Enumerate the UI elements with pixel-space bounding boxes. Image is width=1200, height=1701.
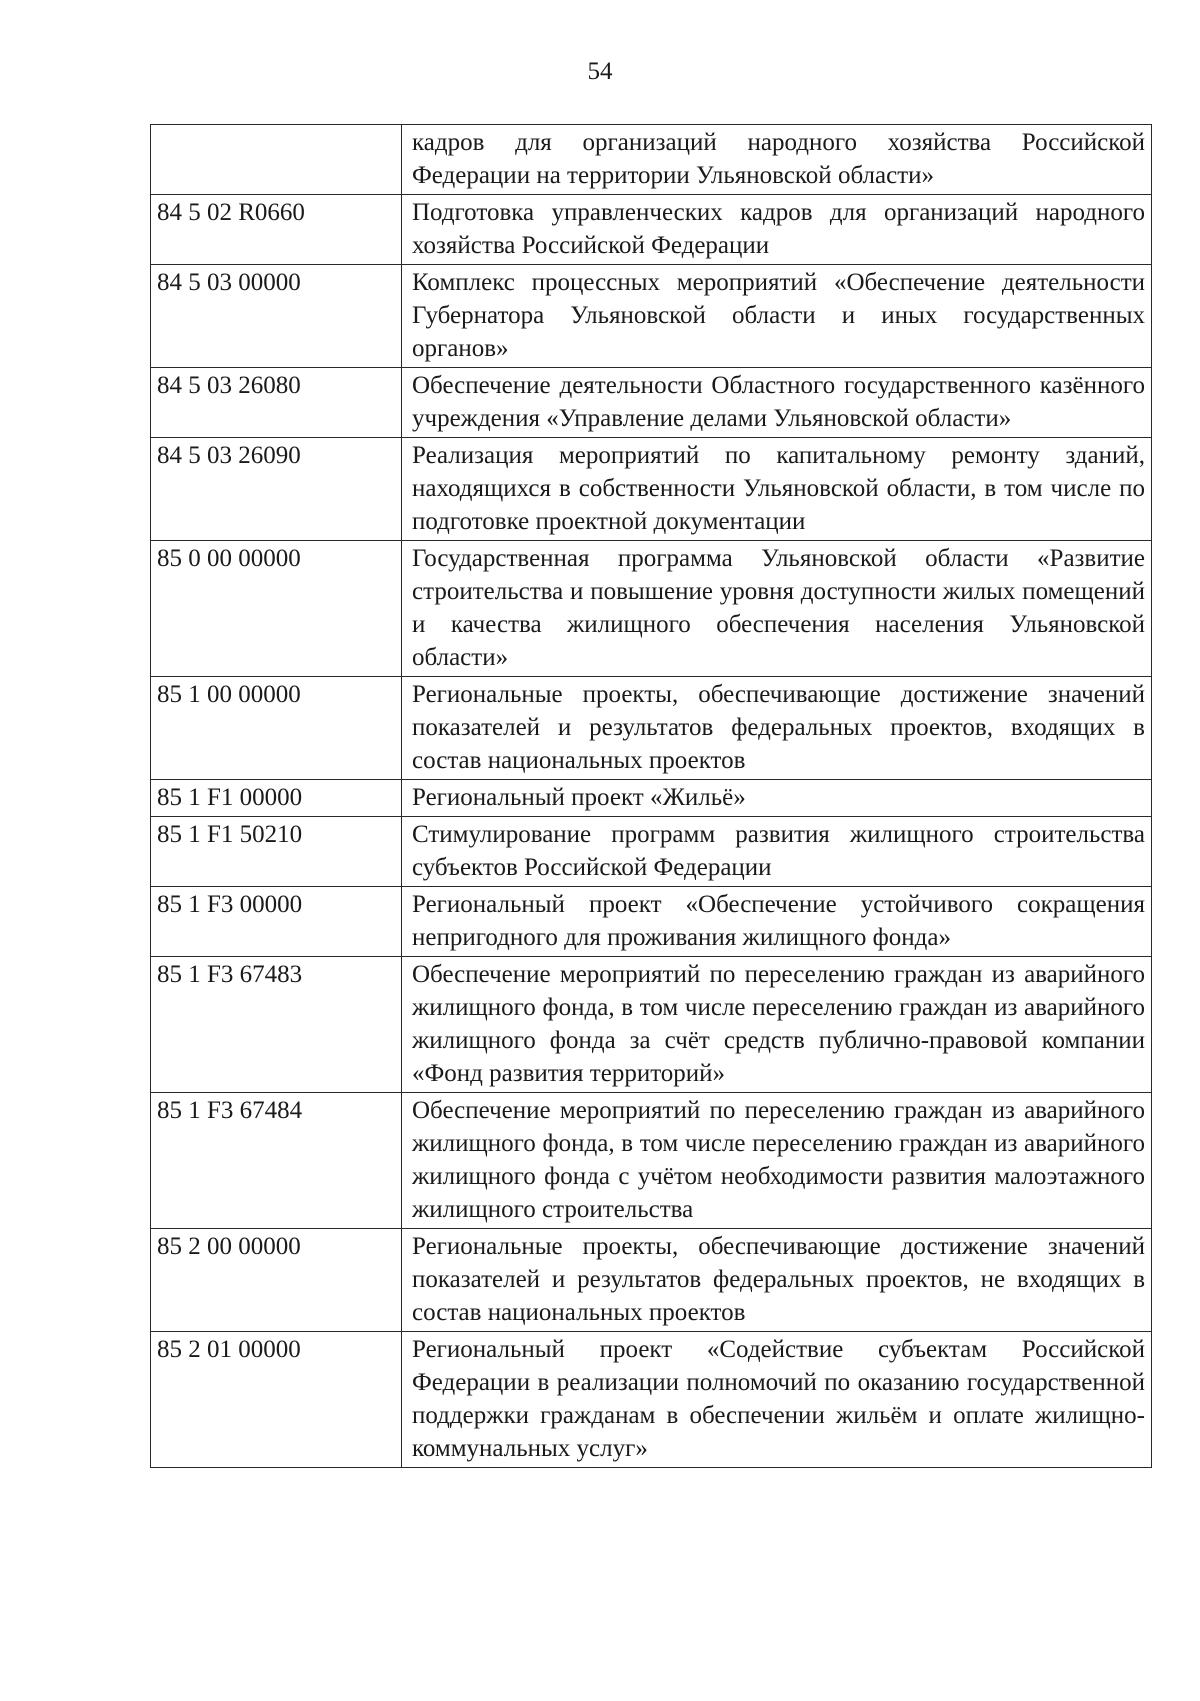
row-description: Подготовка управленческих кадров для организаций народного хозяйства Российской Федерации (402, 195, 1152, 265)
table-row (151, 265, 1152, 368)
table-row (151, 125, 1152, 195)
row-description: Обеспечение деятельности Областного государственного казённого учреждения «Управление делами Ульяновской области» (402, 368, 1152, 438)
table-row (151, 677, 1152, 780)
row-description: кадров для организаций народного хозяйства Российской Федерации на территории Ульяновской области» (402, 125, 1152, 195)
row-description: Обеспечение мероприятий по переселению граждан из аварийного жилищного фонда, в том числе переселению граждан из аварийного жилищного фонда за счёт средств публично-правовой компании «Фонд развития территорий» (402, 957, 1152, 1093)
row-code: 85 1 F1 50210 (151, 817, 402, 887)
row-code: 85 1 F3 67484 (151, 1093, 402, 1229)
row-code: 84 5 03 26080 (151, 368, 402, 438)
row-description: Региональные проекты, обеспечивающие достижение значений показателей и результатов федеральных проектов, входящих в состав национальных проектов (402, 677, 1152, 780)
row-description: Реализация мероприятий по капитальному ремонту зданий, находящихся в собственности Ульяновской области, в том числе по подготовке проектной документации (402, 438, 1152, 541)
row-code: 85 2 00 00000 (151, 1229, 402, 1332)
row-code: 84 5 02 R0660 (151, 195, 402, 265)
table-row (151, 1093, 1152, 1229)
table-row (151, 541, 1152, 677)
row-description: Региональный проект «Обеспечение устойчивого сокращения непригодного для проживания жилищного фонда» (402, 887, 1152, 957)
row-code: 84 5 03 26090 (151, 438, 402, 541)
row-code: 85 0 00 00000 (151, 541, 402, 677)
page-number: 54 (587, 58, 613, 85)
table-row (151, 887, 1152, 957)
table-row (151, 780, 1152, 817)
row-description: Комплекс процессных мероприятий «Обеспечение деятельности Губернатора Ульяновской области и иных государственных органов» (402, 265, 1152, 368)
budget-code-table (150, 124, 1152, 1468)
row-code: 85 1 F1 00000 (151, 780, 402, 817)
row-description: Государственная программа Ульяновской области «Развитие строительства и повышение уровня доступности жилых помещений и качества жилищного обеспечения населения Ульяновской области» (402, 541, 1152, 677)
row-code: 84 5 03 00000 (151, 265, 402, 368)
row-code: 85 2 01 00000 (151, 1332, 402, 1468)
row-code: 85 1 00 00000 (151, 677, 402, 780)
row-description: Региональные проекты, обеспечивающие достижение значений показателей и результатов федеральных проектов, не входящих в состав национальных проектов (402, 1229, 1152, 1332)
row-description: Региональный проект «Жильё» (402, 780, 1152, 817)
table-row (151, 1332, 1152, 1468)
table-row (151, 1229, 1152, 1332)
table-row (151, 957, 1152, 1093)
table-row (151, 368, 1152, 438)
row-description: Обеспечение мероприятий по переселению граждан из аварийного жилищного фонда, в том числе переселению граждан из аварийного жилищного фонда с учётом необходимости развития малоэтажного жилищного строительства (402, 1093, 1152, 1229)
row-code: 85 1 F3 00000 (151, 887, 402, 957)
table-row (151, 438, 1152, 541)
row-code: 85 1 F3 67483 (151, 957, 402, 1093)
row-code (151, 125, 402, 195)
row-description: Региональный проект «Содействие субъектам Российской Федерации в реализации полномочий по оказанию государственной поддержки гражданам в обеспечении жильём и оплате жилищно-коммунальных услуг» (402, 1332, 1152, 1468)
table-row (151, 195, 1152, 265)
row-description: Стимулирование программ развития жилищного строительства субъектов Российской Федерации (402, 817, 1152, 887)
table-row (151, 817, 1152, 887)
